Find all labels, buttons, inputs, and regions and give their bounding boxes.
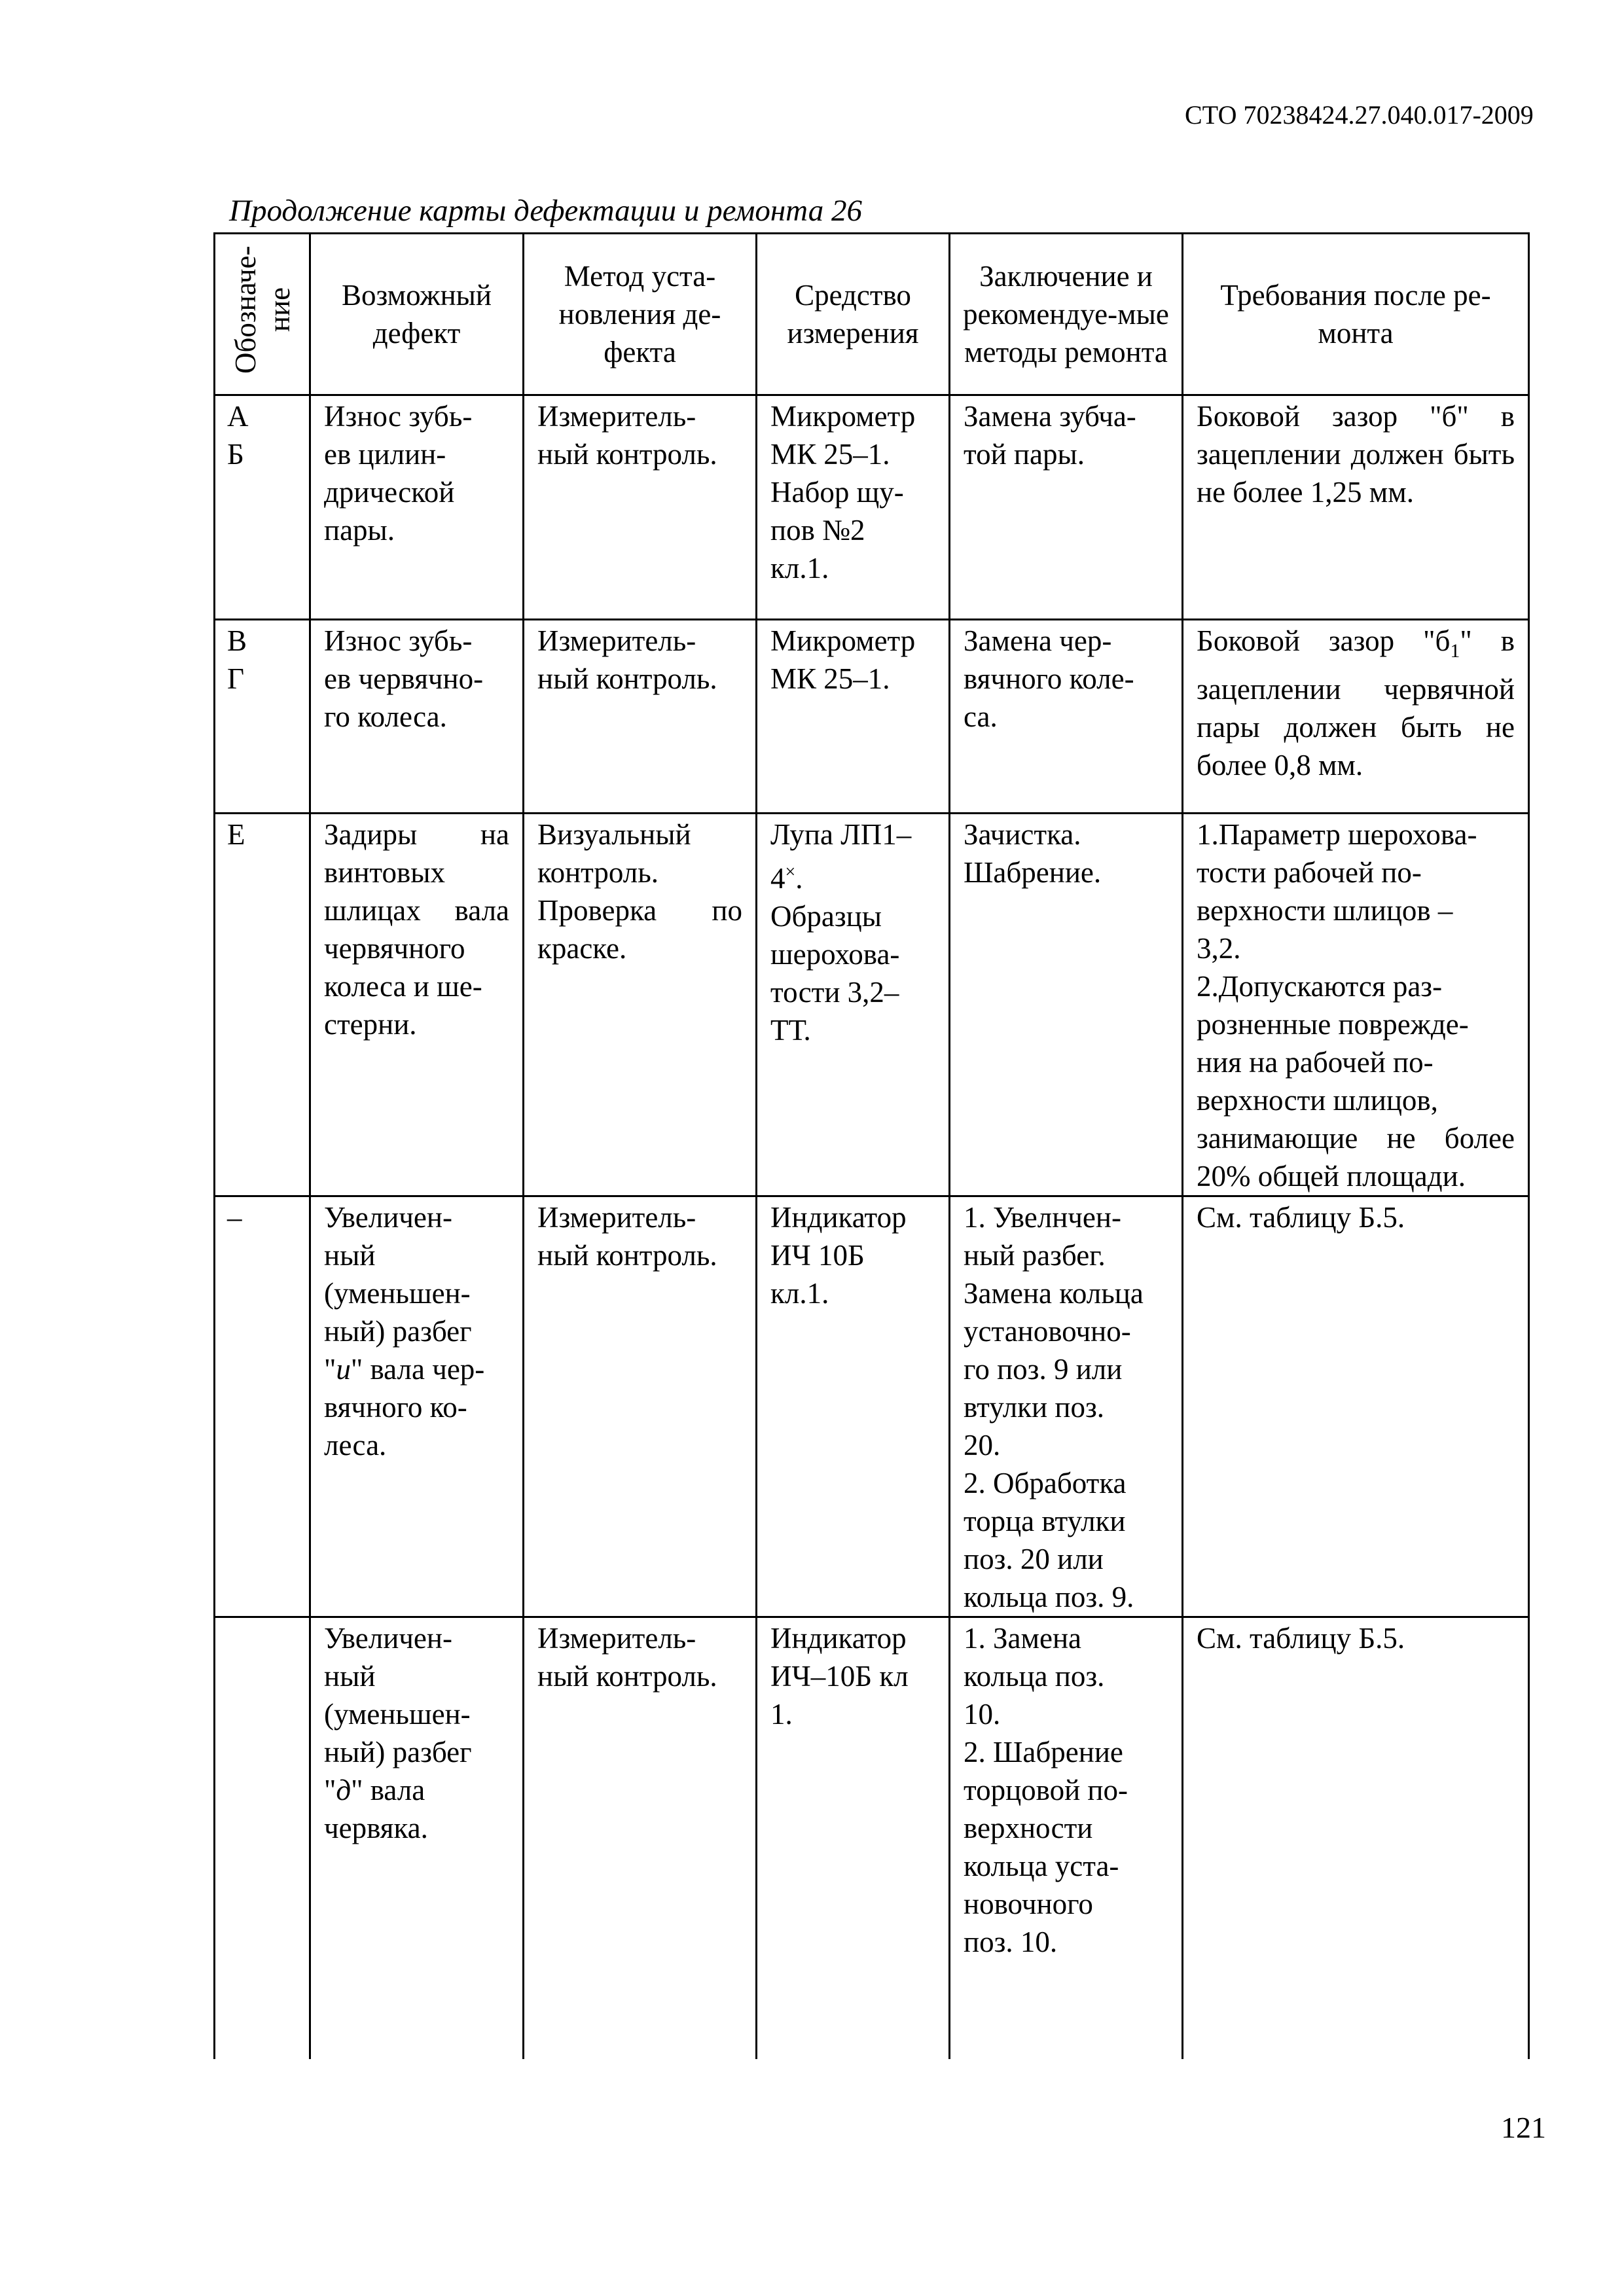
- cell-designation: А Б: [215, 395, 310, 620]
- cell-method: Измеритель- ный контроль.: [524, 395, 757, 620]
- cell-designation: Е: [215, 814, 310, 1196]
- cell-conclusion: Зачистка. Шабрение.: [950, 814, 1183, 1196]
- cell-conclusion: 1. Увелнчен- ный разбег. Замена кольца установочно- го поз. 9 или втулки поз. 20. 2. Обработка торца втулки поз. 20 или кольца поз. 9.: [950, 1196, 1183, 1617]
- cell-conclusion: Замена чер- вячного коле- са.: [950, 620, 1183, 814]
- table-row: [215, 1196, 1529, 1617]
- cell-defect: Задиры на винтовых шлицах вала червячного колеса и ше- стерни.: [310, 814, 524, 1196]
- header-method: Метод уста-новления де-фекта: [524, 234, 757, 395]
- cell-instrument: Лупа ЛП1– 4×. Образцы шерохова- тости 3,2– ТТ.: [757, 814, 950, 1196]
- cell-method: Измеритель- ный контроль.: [524, 1617, 757, 2060]
- page-number: 121: [1501, 2111, 1546, 2144]
- cell-method: Измеритель- ный контроль.: [524, 620, 757, 814]
- header-designation: Обозначе-ние: [215, 234, 310, 395]
- header-conclusion: Заключение и рекомендуе-мые методы ремонта: [950, 234, 1183, 395]
- cell-method: Визуальный контроль. Проверка по краске.: [524, 814, 757, 1196]
- cell-defect: Износ зубь- ев цилин- дрической пары.: [310, 395, 524, 620]
- cell-designation: [215, 1617, 310, 2060]
- cell-defect: Увеличен- ный (уменьшен- ный) разбег "д" вала червяка.: [310, 1617, 524, 2060]
- cell-defect: Износ зубь- ев червячно- го колеса.: [310, 620, 524, 814]
- cell-defect: Увеличен- ный (уменьшен- ный) разбег "и" вала чер- вячного ко- леса.: [310, 1196, 524, 1617]
- cell-method: Измеритель- ный контроль.: [524, 1196, 757, 1617]
- cell-instrument: Микрометр МК 25–1.: [757, 620, 950, 814]
- cell-designation: В Г: [215, 620, 310, 814]
- header-instrument: Средство измерения: [757, 234, 950, 395]
- cell-instrument: Индикатор ИЧ 10Б кл.1.: [757, 1196, 950, 1617]
- defect-repair-table: [213, 232, 1530, 2059]
- table-row: [215, 620, 1529, 814]
- table-row: [215, 814, 1529, 1196]
- table-header-row: [215, 234, 1529, 395]
- cell-requirements: 1.Параметр шерохова- тости рабочей по- верхности шлицов – 3,2. 2.Допускаются раз- розненные поврежде- ния на рабочей по- верхности шлицов, занимающие не более 20% общей площади.: [1183, 814, 1529, 1196]
- cell-requirements: Боковой зазор "б" в зацеплении должен быть не более 1,25 мм.: [1183, 395, 1529, 620]
- cell-requirements: См. таблицу Б.5.: [1183, 1196, 1529, 1617]
- document-code: СТО 70238424.27.040.017-2009: [1185, 100, 1534, 130]
- cell-requirements: Боковой зазор "$б_1$" в зацеплении червячной пары должен быть не более 0,8 мм.: [1183, 620, 1529, 814]
- table-row: [215, 395, 1529, 620]
- table-caption: Продолжение карты дефектации и ремонта 26: [229, 194, 862, 228]
- cell-conclusion: Замена зубча- той пары.: [950, 395, 1183, 620]
- header-requirements: Требования после ре-монта: [1183, 234, 1529, 395]
- cell-requirements: См. таблицу Б.5.: [1183, 1617, 1529, 2060]
- cell-designation: –: [215, 1196, 310, 1617]
- cell-instrument: Микрометр МК 25–1. Набор щу- пов №2 кл.1.: [757, 395, 950, 620]
- table-row: [215, 1617, 1529, 2060]
- cell-conclusion: 1. Замена кольца поз. 10. 2. Шабрение торцовой по- верхности кольца уста- новочного поз. 10.: [950, 1617, 1183, 2060]
- cell-instrument: Индикатор ИЧ–10Б кл 1.: [757, 1617, 950, 2060]
- header-defect: Возможный дефект: [310, 234, 524, 395]
